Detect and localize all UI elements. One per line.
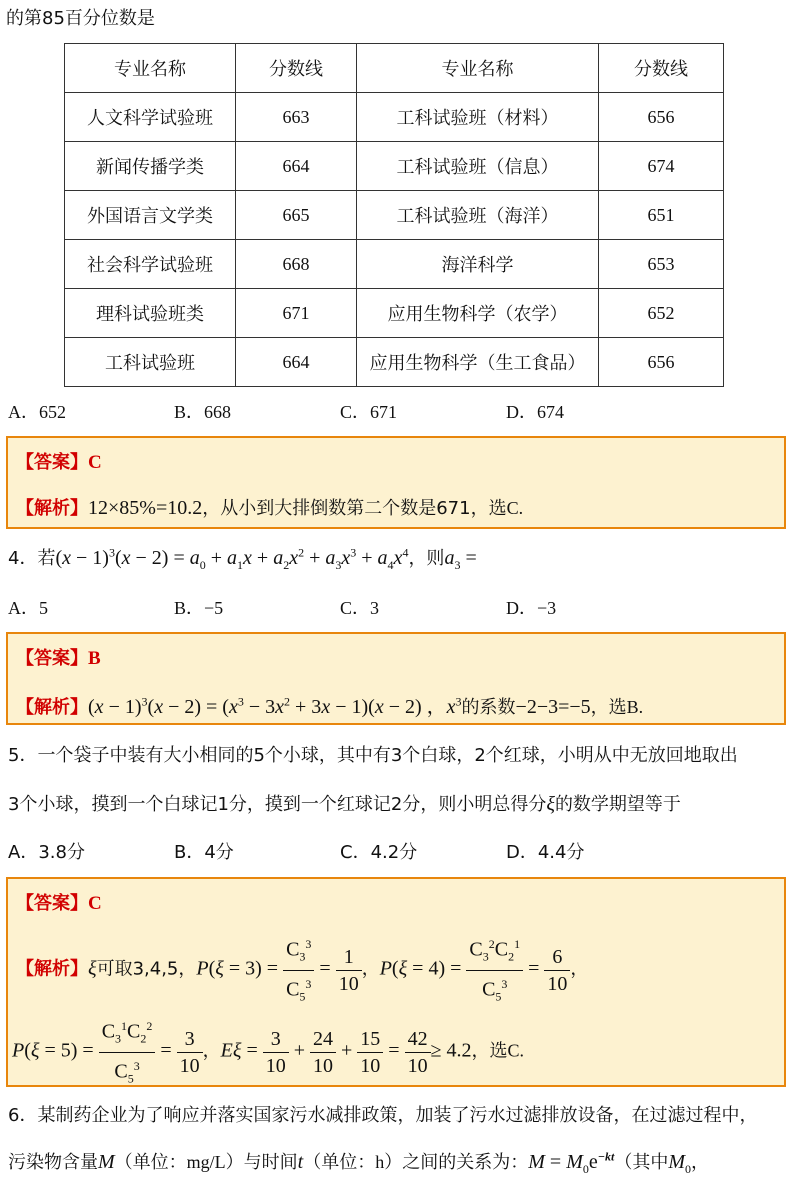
analysis-math: −2−3=−5 (515, 696, 591, 718)
q5-text: 的数学期望等于 (554, 794, 681, 815)
analysis-math: 12×85%=10.2 (88, 497, 203, 519)
prob-xi-5: P(ξ = 5) = (12, 1039, 99, 1062)
q6-text: ， (691, 1152, 710, 1173)
table-cell: 668 (236, 240, 357, 289)
answer-line (16, 448, 102, 474)
q4-target: $a_3$ = (444, 547, 477, 572)
table-cell: 社会科学试验班 (65, 240, 236, 289)
q6-text: （其中 (614, 1152, 669, 1173)
q6-text: （单位： (303, 1152, 376, 1173)
option-c: C．671 (340, 402, 398, 422)
decay-formula: $M = M_0e^{-kt}$ (528, 1149, 615, 1176)
option-d: D．674 (506, 402, 564, 422)
analysis-tag: 【解析】 (16, 498, 88, 519)
analysis-text: 的系数 (461, 697, 516, 718)
answer-box-q4 (6, 632, 786, 725)
analysis-text: ，选 (590, 697, 627, 718)
analysis-line-2: P(ξ = 5) = $\frac{C_3^1C_2^2}{C_5^3}$ = $\frac{3}{10}$ ，Eξ = $\frac{3}{10}$ + $\frac{24}{10}$ + $\frac{15}{10}$ = $\frac{42}{10}$ ≥ 4.2，选C. (12, 1013, 524, 1091)
xi-symbol: ξ (546, 793, 555, 815)
question-intro: 的第85百分位数是 (6, 8, 155, 29)
option-d: D．−3 (506, 598, 557, 618)
question-5-line2 (8, 790, 681, 816)
table-cell: 人文科学试验班 (65, 93, 236, 142)
table-header: 专业名称 (65, 44, 236, 93)
option-a: A．3.8分 (8, 842, 85, 863)
table-cell: 应用生物科学（农学） (357, 289, 599, 338)
table-row (65, 338, 724, 387)
analysis-line-1: 【解析】ξ可取3,4,5，P(ξ = 3) = $\frac{C_3^3}{C_5^3}$ = $\frac{1}{10}$ ，P(ξ = 4) = $\frac{C_3^2C_2^1}{C_5^3}$ = $\frac{6}{10}$ ， (16, 931, 588, 1009)
table-cell: 656 (599, 338, 724, 387)
fraction: $\frac{1}{10}$ (336, 944, 362, 997)
q4-suffix: ，则 (408, 548, 445, 569)
answer-box-q5 (6, 877, 786, 1087)
option-b: B．668 (174, 402, 232, 422)
table-row (65, 191, 724, 240)
fraction: $\frac{C_3^2C_2^1}{C_5^3}$ (466, 931, 523, 1009)
table-cell: 665 (236, 191, 357, 240)
answer-value: B (88, 648, 101, 669)
answer-tag: 【答案】 (16, 648, 88, 669)
table-cell: 工科试验班 (65, 338, 236, 387)
option-c: C．4.2分 (340, 842, 418, 863)
fraction: $\frac{C_3^1C_2^2}{C_5^3}$ (99, 1013, 156, 1091)
fraction: $\frac{3}{10}$ (177, 1026, 203, 1079)
table-cell: 656 (599, 93, 724, 142)
table-cell: 653 (599, 240, 724, 289)
table-cell: 海洋科学 (357, 240, 599, 289)
table-cell: 工科试验班（信息） (357, 142, 599, 191)
var-m: M (98, 1151, 115, 1173)
table-cell: 663 (236, 93, 357, 142)
option-a: A．5 (8, 598, 48, 618)
analysis-math: $(x - 1)^3(x - 2) = (x^3 - 3x^2 + 3x - 1)(x - 2)$ ，$x^3$ (88, 694, 462, 718)
question-6-line1: 6．某制药企业为了响应并落实国家污水减排政策，加装了污水过滤排放设备，在过滤过程中， (8, 1105, 758, 1126)
analysis-tag: 【解析】 (16, 958, 88, 980)
answer-box-q3 (6, 436, 786, 529)
table-row (65, 289, 724, 338)
q5-text: 3个小球，摸到一个白球记1分，摸到一个红球记2分，则小明总得分 (8, 794, 547, 815)
answer-line (16, 889, 102, 915)
question-6-line2 (8, 1148, 709, 1177)
table-cell: 674 (599, 142, 724, 191)
q6-text: ）之间的关系为： (384, 1152, 529, 1173)
table-row (65, 240, 724, 289)
table-cell: 652 (599, 289, 724, 338)
fraction: $\frac{24}{10}$ (310, 1026, 336, 1079)
var-m0: $M_0$ (668, 1151, 692, 1176)
answer-tag: 【答案】 (16, 452, 88, 473)
separator: ， (361, 958, 380, 980)
q4-equation: $(x - 1)^3(x - 2) = a_0 + a_1x + a_2x^2 + a_3x^3 + a_4x^4$ (55, 545, 409, 572)
comparison: ≥ 4.2 (430, 1039, 472, 1062)
table-cell: 应用生物科学（生工食品） (357, 338, 599, 387)
expectation: Eξ = (220, 1039, 263, 1062)
analysis-end: B. (626, 697, 644, 717)
option-b: B．4分 (174, 842, 234, 863)
option-b: B．−5 (174, 598, 224, 618)
table-cell: 新闻传播学类 (65, 142, 236, 191)
table-cell: 651 (599, 191, 724, 240)
fraction: $\frac{6}{10}$ (544, 944, 570, 997)
score-table (64, 43, 724, 387)
prob-xi-4: P(ξ = 4) = (379, 957, 467, 980)
analysis-text: ，选 (471, 1040, 508, 1062)
xi-symbol: ξ (88, 957, 97, 980)
q4-prefix: 4．若 (8, 548, 56, 569)
table-cell: 664 (236, 142, 357, 191)
question-4 (8, 544, 477, 573)
table-header: 分数线 (236, 44, 357, 93)
fraction: $\frac{42}{10}$ (405, 1026, 431, 1079)
unit-h: h (375, 1152, 385, 1172)
analysis-text: ，从小到大排倒数第二个数是671，选 (202, 498, 507, 519)
unit-mgl: mg/L (186, 1152, 226, 1172)
analysis-line (16, 690, 643, 719)
option-a: A．652 (8, 402, 66, 422)
table-row (65, 142, 724, 191)
option-d: D．4.4分 (506, 842, 585, 863)
table-cell: 理科试验班类 (65, 289, 236, 338)
fraction: $\frac{3}{10}$ (263, 1026, 289, 1079)
var-t: t (297, 1151, 304, 1173)
analysis-end: C. (506, 498, 524, 518)
table-header-row (65, 44, 724, 93)
prob-xi-3: P(ξ = 3) = (196, 957, 284, 980)
analysis-end: C. (507, 1040, 525, 1061)
table-row (65, 93, 724, 142)
table-cell: 工科试验班（海洋） (357, 191, 599, 240)
analysis-line (16, 494, 523, 520)
answer-value: C (88, 452, 102, 473)
option-c: C．3 (340, 598, 380, 618)
analysis-text: 可取3,4,5， (96, 958, 197, 980)
table-header: 分数线 (599, 44, 724, 93)
analysis-tag: 【解析】 (16, 697, 88, 718)
answer-value: C (88, 893, 102, 914)
separator: ， (570, 958, 589, 980)
answer-line (16, 644, 101, 670)
table-cell: 外国语言文学类 (65, 191, 236, 240)
table-cell: 664 (236, 338, 357, 387)
answer-tag: 【答案】 (16, 893, 88, 914)
q6-text: （单位： (114, 1152, 187, 1173)
table-cell: 工科试验班（材料） (357, 93, 599, 142)
table-cell: 671 (236, 289, 357, 338)
separator: ， (202, 1040, 221, 1062)
q6-text: ）与时间 (225, 1152, 298, 1173)
q6-text: 污染物含量 (8, 1152, 98, 1173)
fraction: $\frac{15}{10}$ (357, 1026, 383, 1079)
question-5-line1: 5．一个袋子中装有大小相同的5个小球，其中有3个白球，2个红球，小明从中无放回地取出 (8, 745, 738, 766)
fraction: $\frac{C_3^3}{C_5^3}$ (283, 931, 314, 1009)
table-header: 专业名称 (357, 44, 599, 93)
